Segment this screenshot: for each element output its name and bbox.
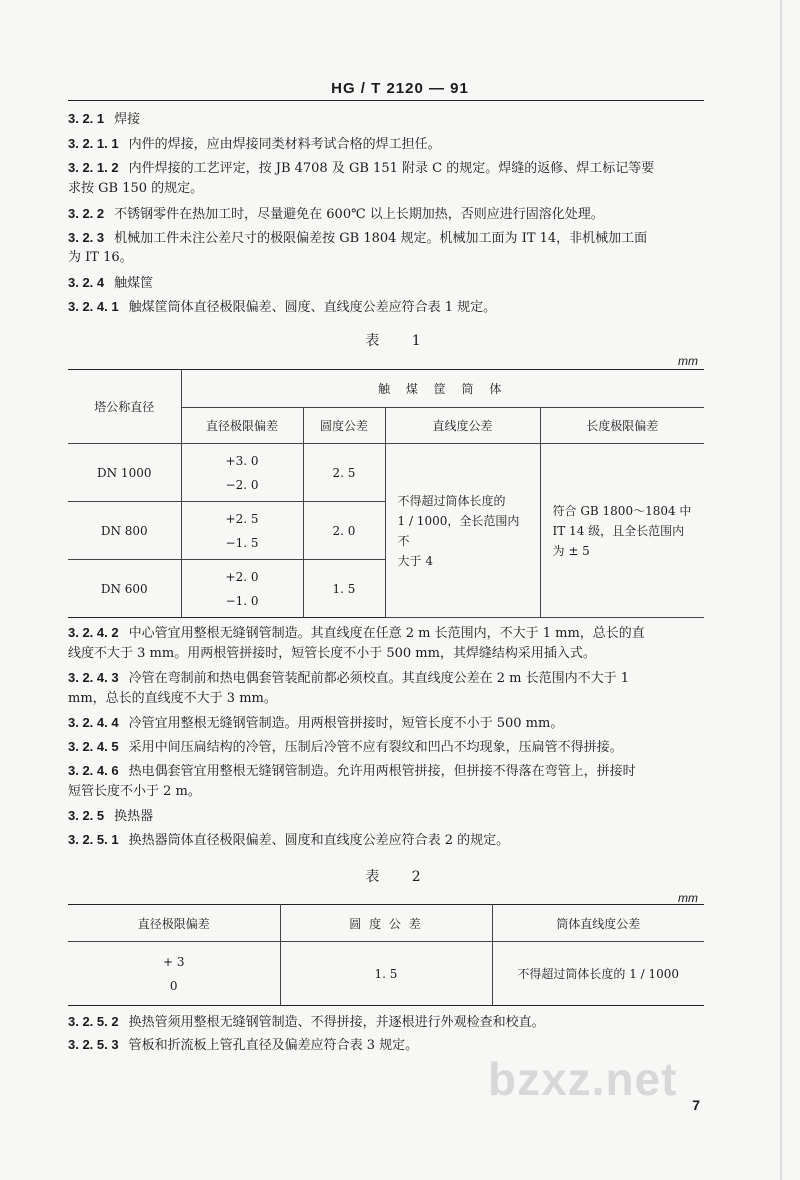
deviation-lower: −1. 0 <box>225 593 259 608</box>
paragraph-continuation <box>68 783 708 801</box>
length-deviation-line: 符合 GB 1800～1804 中 <box>552 503 692 518</box>
deviation-upper: +3. 0 <box>225 453 259 468</box>
clause-text: 线度不大于 3 mm。用两根管拼接时，短管长度不小于 500 mm，其焊缝结构采用插入式。 <box>68 646 596 661</box>
paragraph <box>68 110 708 129</box>
deviation-upper: +2. 0 <box>225 569 259 584</box>
group-header: 触 煤 筐 筒 体 <box>181 370 704 408</box>
table-cell-length-deviation <box>540 444 704 618</box>
clause-text: 为 IT 16。 <box>68 250 133 265</box>
table-cell-dn: DN 800 <box>68 502 181 560</box>
paragraph <box>68 831 708 850</box>
clause-text: 求按 GB 150 的规定。 <box>68 181 204 196</box>
table-2 <box>68 904 704 1006</box>
clause-text: mm，总长的直线度不大于 3 mm。 <box>68 691 277 706</box>
clause-number: 3. 2. 4. 6 <box>68 763 119 778</box>
clause-number: 3. 2. 4. 4 <box>68 715 119 730</box>
table-2-unit: mm <box>678 891 698 905</box>
clause-number: 3. 2. 3 <box>68 230 105 245</box>
paragraph <box>68 624 708 643</box>
clause-number: 3. 2. 2 <box>68 206 105 221</box>
paragraph <box>68 159 708 178</box>
straightness-line: 不得超过筒体长度的 <box>397 493 506 508</box>
paragraph <box>68 274 708 293</box>
paragraph <box>68 205 708 224</box>
clause-number: 3. 2. 1. 1 <box>68 136 119 151</box>
paragraph-continuation <box>68 690 708 708</box>
clause-number: 3. 2. 4. 5 <box>68 739 119 754</box>
clause-number: 3. 2. 4. 2 <box>68 625 119 640</box>
clause-number: 3. 2. 5. 2 <box>68 1014 119 1029</box>
clause-text: 换热器筒体直径极限偏差、圆度和直线度公差应符合表 2 的规定。 <box>128 833 510 848</box>
clause-text: 内件焊接的工艺评定，按 JB 4708 及 GB 151 附录 C 的规定。焊缝的返修、焊工标记等要 <box>128 161 655 176</box>
table-cell-roundness: 2. 0 <box>303 502 385 560</box>
column-header-straightness: 直线度公差 <box>385 408 540 444</box>
table-cell-dn: DN 600 <box>68 560 181 618</box>
clause-text: 冷管宜用整根无缝钢管制造。用两根管拼接时，短管长度不小于 500 mm。 <box>128 716 564 731</box>
clause-text: 触煤筐 <box>114 276 154 291</box>
clause-number: 3. 2. 5. 1 <box>68 832 119 847</box>
standard-code-header: HG / T 2120 — 91 <box>331 80 469 97</box>
deviation-lower: 0 <box>169 978 178 993</box>
table-cell-dn: DN 1000 <box>68 444 181 502</box>
clause-text: 机械加工件未注公差尺寸的极限偏差按 GB 1804 规定。机械加工面为 IT 14，非机械加工面 <box>114 231 648 246</box>
paragraph <box>68 1013 708 1032</box>
straightness-line: 1 / 1000，全长范围内不 <box>397 513 520 548</box>
column-header-diameter-deviation: 直径极限偏差 <box>181 408 303 444</box>
length-deviation-line: 为 ± 5 <box>552 543 590 558</box>
table-cell-roundness: 2. 5 <box>303 444 385 502</box>
column-header-roundness: 圆 度 公 差 <box>280 905 492 942</box>
straightness-line: 大于 4 <box>397 553 433 568</box>
clause-number: 3. 2. 5. 3 <box>68 1037 119 1052</box>
paragraph <box>68 714 708 733</box>
table-cell-straightness: 不得超过筒体长度的 1 / 1000 <box>492 942 704 1006</box>
table-cell-roundness: 1. 5 <box>303 560 385 618</box>
clause-text: 内件的焊接，应由焊接同类材料考试合格的焊工担任。 <box>128 137 441 152</box>
paragraph <box>68 669 708 688</box>
paragraph-continuation <box>68 645 708 663</box>
deviation-lower: −1. 5 <box>225 535 259 550</box>
table-cell-straightness <box>385 444 540 618</box>
clause-text: 触煤筐筒体直径极限偏差、圆度、直线度公差应符合表 1 规定。 <box>128 300 497 315</box>
paragraph <box>68 807 708 826</box>
deviation-lower: −2. 0 <box>225 477 259 492</box>
clause-text: 冷管在弯制前和热电偶套管装配前都必须校直。其直线度公差在 2 m 长范围内不大于 1 <box>128 671 629 686</box>
table-2-caption: 表 2 <box>365 869 435 885</box>
table-cell-deviation <box>181 502 303 560</box>
clause-text: 换热管须用整根无缝钢管制造、不得拼接，并逐根进行外观检查和校直。 <box>128 1015 545 1030</box>
paragraph <box>68 738 708 757</box>
table-cell-deviation <box>181 444 303 502</box>
clause-text: 短管长度不小于 2 m。 <box>68 784 201 799</box>
column-header-diameter: 塔公称直径 <box>68 370 181 444</box>
column-header-length-deviation: 长度极限偏差 <box>540 408 704 444</box>
clause-text: 管板和折流板上管孔直径及偏差应符合表 3 规定。 <box>128 1038 419 1053</box>
table-1-unit: mm <box>678 354 698 368</box>
clause-number: 3. 2. 1 <box>68 111 105 126</box>
paragraph-continuation <box>68 180 708 198</box>
paragraph <box>68 298 708 317</box>
clause-number: 3. 2. 1. 2 <box>68 160 119 175</box>
paragraph-continuation <box>68 249 708 267</box>
watermark: bzxz.net <box>488 1053 678 1105</box>
header-rule <box>68 100 704 101</box>
table-1 <box>68 369 704 618</box>
page-number: 7 <box>692 1097 700 1113</box>
length-deviation-line: IT 14 级，且全长范围内 <box>552 523 685 538</box>
deviation-upper: + 3 <box>162 954 185 969</box>
paragraph <box>68 762 708 781</box>
clause-number: 3. 2. 5 <box>68 808 105 823</box>
table-cell-deviation <box>68 942 280 1006</box>
clause-number: 3. 2. 4 <box>68 275 105 290</box>
clause-number: 3. 2. 4. 1 <box>68 299 119 314</box>
clause-text: 不锈钢零件在热加工时，尽量避免在 600℃ 以上长期加热，否则应进行固溶化处理。 <box>114 207 604 222</box>
clause-text: 换热器 <box>114 809 154 824</box>
paragraph <box>68 135 708 154</box>
clause-text: 采用中间压扁结构的冷管，压制后冷管不应有裂纹和凹凸不均现象，压扁管不得拼接。 <box>128 740 623 755</box>
clause-text: 中心管宜用整根无缝钢管制造。其直线度在任意 2 m 长范围内，不大于 1 mm，总长的直 <box>128 626 645 641</box>
table-cell-roundness: 1. 5 <box>280 942 492 1006</box>
column-header-diameter-deviation: 直径极限偏差 <box>68 905 280 942</box>
scan-edge-divider <box>780 0 782 1180</box>
table-cell-deviation <box>181 560 303 618</box>
clause-text: 热电偶套管宜用整根无缝钢管制造。允许用两根管拼接，但拼接不得落在弯管上，拼接时 <box>128 764 636 779</box>
paragraph <box>68 229 708 248</box>
clause-number: 3. 2. 4. 3 <box>68 670 119 685</box>
column-header-roundness: 圆度公差 <box>303 408 385 444</box>
clause-text: 焊接 <box>114 112 141 127</box>
table-1-caption: 表 1 <box>365 333 435 349</box>
deviation-upper: +2. 5 <box>225 511 259 526</box>
column-header-straightness: 筒体直线度公差 <box>492 905 704 942</box>
